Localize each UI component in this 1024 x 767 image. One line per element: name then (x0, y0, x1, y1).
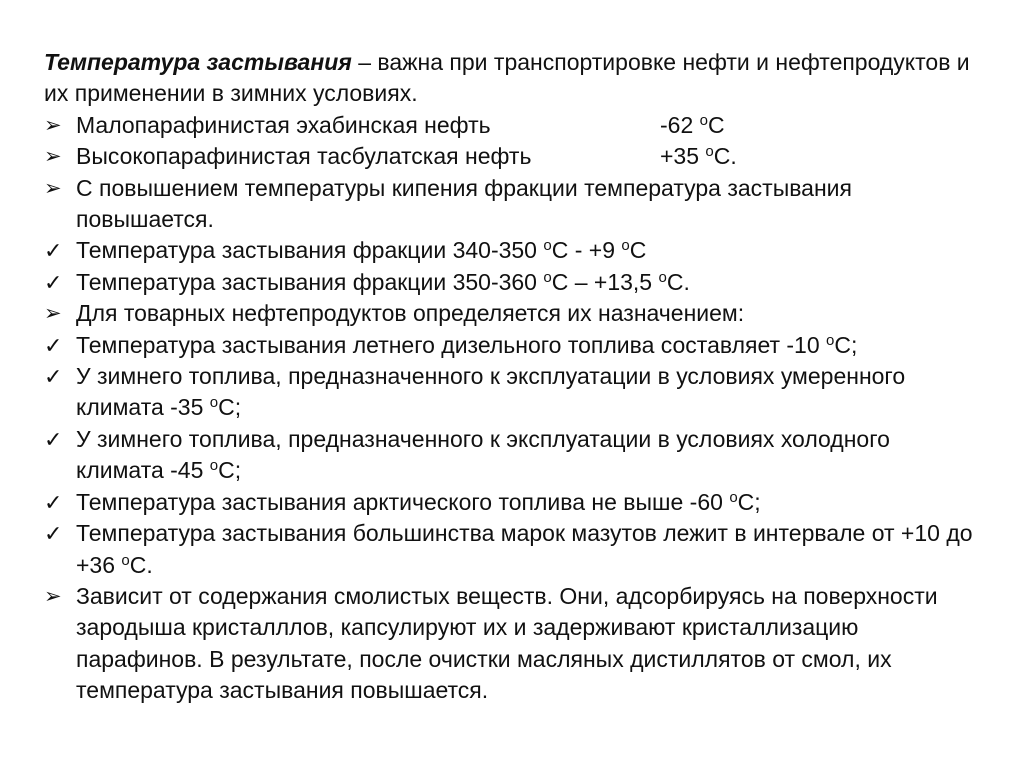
item-text: Зависит от содержания смолистых веществ. Они, адсорбируясь на поверхности зародыша кристалллов, капсулируют их и задерживают кристаллизацию парафинов. В результате, после очистки масляных дистиллятов от смол, их температура застывания повышается. (76, 582, 938, 704)
item-text: С – +13,5 (551, 268, 659, 295)
intro-term: Температура застывания (44, 49, 352, 75)
item-text: Температура застывания фракции 350-360 (76, 268, 544, 295)
check-bullet-icon: ✓ (44, 489, 63, 515)
arrow-bullet-icon: ➢ (44, 145, 62, 169)
list-item (44, 298, 984, 329)
arrow-bullet-icon: ➢ (44, 302, 62, 326)
degree-sign: о (209, 394, 219, 412)
arrow-bullet-icon: ➢ (44, 113, 62, 137)
list-item (44, 173, 984, 236)
check-bullet-icon: ✓ (44, 238, 63, 264)
item-text: С. (666, 268, 690, 295)
bullet-list (44, 110, 984, 707)
item-text: Для товарных нефтепродуктов определяется их назначением: (76, 300, 745, 327)
item-text: С - +9 (551, 237, 622, 264)
degree-sign: о (658, 268, 667, 286)
arrow-bullet-icon: ➢ (44, 176, 62, 200)
item-text: У зимнего топлива, предназначенного к эксплуатации в условиях умеренного климата -35 (76, 363, 906, 421)
item-text: С; (834, 331, 858, 358)
list-item (44, 267, 984, 298)
list-item (44, 235, 984, 266)
degree-sign: о (543, 237, 552, 255)
degree-sign: о (826, 331, 835, 349)
item-text: Температура застывания летнего дизельного топлива составляет -10 (76, 331, 827, 358)
degree-sign: о (705, 143, 714, 161)
item-text: С; (218, 394, 242, 421)
degree-sign: о (121, 551, 130, 569)
list-item (44, 110, 984, 141)
item-text: С. (129, 551, 153, 578)
degree-sign: о (621, 237, 630, 255)
list-item (44, 518, 984, 581)
intro-paragraph (44, 47, 984, 110)
degree-sign: о (729, 488, 738, 506)
item-text: С; (737, 488, 761, 515)
item-label: Малопарафинистая эхабинская нефть (76, 111, 491, 138)
list-item (44, 361, 984, 424)
check-bullet-icon: ✓ (44, 269, 63, 295)
item-text: Температура застывания большинства марок мазутов лежит в интервале от +10 до +36 (76, 520, 973, 578)
item-text: С повышением температуры кипения фракции температура застывания повышается. (76, 174, 852, 233)
check-bullet-icon: ✓ (44, 332, 63, 358)
intro-text: – важна при транспортировке нефти и нефтепродуктов и их применении в зимних условиях. (44, 49, 970, 107)
item-value: -62 (660, 111, 700, 138)
list-item (44, 330, 984, 361)
item-text: С (629, 237, 647, 264)
item-text: Температура застывания фракции 340-350 (76, 237, 544, 264)
degree-sign: о (209, 457, 219, 475)
degree-sign: о (543, 268, 552, 286)
item-unit: С. (713, 143, 737, 170)
item-text: С; (218, 457, 242, 484)
list-item (44, 487, 984, 518)
list-item (44, 141, 984, 172)
item-text: Температура застывания арктического топлива не выше -60 (76, 488, 730, 515)
check-bullet-icon: ✓ (44, 426, 63, 452)
item-label: Высокопарафинистая тасбулатская нефть (76, 143, 532, 170)
check-bullet-icon: ✓ (44, 521, 63, 547)
item-unit: С (707, 111, 725, 138)
arrow-bullet-icon: ➢ (44, 584, 62, 608)
list-item (44, 424, 984, 487)
check-bullet-icon: ✓ (44, 364, 63, 390)
item-value: +35 (660, 143, 706, 170)
item-text: У зимнего топлива, предназначенного к эксплуатации в условиях холодного климата -45 (76, 425, 890, 484)
slide-content (44, 47, 984, 707)
degree-sign: о (699, 111, 708, 129)
list-item (44, 581, 984, 707)
